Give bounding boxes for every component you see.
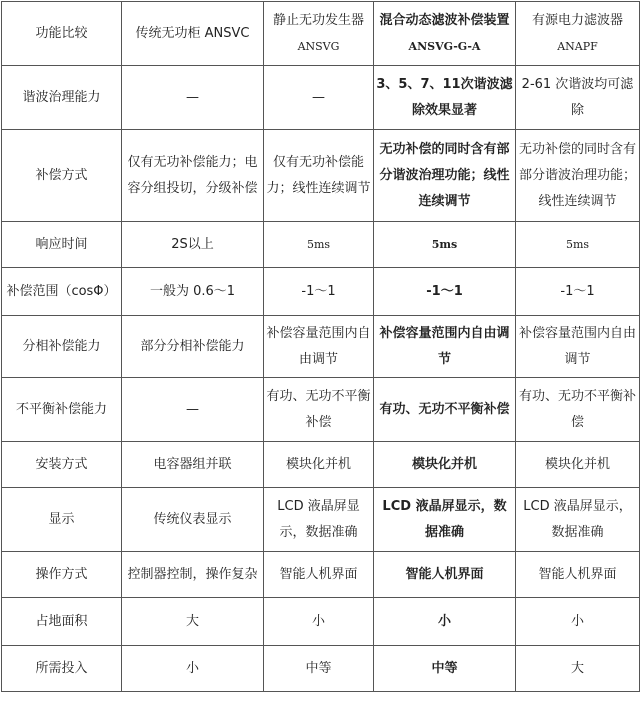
cell-ansvg: 中等 <box>264 646 374 692</box>
cell-ansvc: 电容器组并联 <box>122 442 264 488</box>
cell-ansvg-g-a: 3、5、7、11次谐波滤除效果显著 <box>374 66 516 130</box>
cell-ansvg-g-a: LCD 液晶屏显示，数据准确 <box>374 488 516 552</box>
cell-ansvg: 智能人机界面 <box>264 552 374 598</box>
cell-ansvg: — <box>264 66 374 130</box>
cell-anapf: LCD 液晶屏显示，数据准确 <box>516 488 640 552</box>
cell-ansvg: 有功、无功不平衡补偿 <box>264 378 374 442</box>
header-ansvg-g-a <box>374 2 516 66</box>
cell-ansvc: 一般为 0.6～1 <box>122 268 264 316</box>
cell-ansvg-g-a: -1～1 <box>374 268 516 316</box>
header-ansvg-g-a-model: ANSVG-G-A <box>408 39 481 53</box>
row-label: 谐波治理能力 <box>2 66 122 130</box>
cell-ansvg: LCD 液晶屏显示，数据准确 <box>264 488 374 552</box>
cell-anapf: -1～1 <box>516 268 640 316</box>
cell-ansvc: 2S以上 <box>122 222 264 268</box>
header-anapf <box>516 2 640 66</box>
cell-ansvg-g-a: 小 <box>374 598 516 646</box>
row-label: 补偿方式 <box>2 130 122 222</box>
cell-ansvg-g-a: 有功、无功不平衡补偿 <box>374 378 516 442</box>
cell-anapf: 2-61 次谐波均可滤除 <box>516 66 640 130</box>
header-ansvg-g-a-name: 混合动态滤波补偿装置 <box>379 12 510 28</box>
table-row <box>2 222 640 268</box>
table-row <box>2 646 640 692</box>
table-row <box>2 130 640 222</box>
cell-ansvc: 小 <box>122 646 264 692</box>
row-label: 不平衡补偿能力 <box>2 378 122 442</box>
cell-anapf: 智能人机界面 <box>516 552 640 598</box>
row-label: 所需投入 <box>2 646 122 692</box>
cell-anapf: 5ms <box>516 222 640 268</box>
cell-ansvg: -1～1 <box>264 268 374 316</box>
table-row <box>2 488 640 552</box>
cell-ansvc: 部分分相补偿能力 <box>122 316 264 378</box>
cell-ansvg: 小 <box>264 598 374 646</box>
header-label: 功能比较 <box>2 2 122 66</box>
table-row <box>2 552 640 598</box>
cell-ansvg: 仅有无功补偿能力；线性连续调节 <box>264 130 374 222</box>
cell-ansvc: — <box>122 378 264 442</box>
cell-ansvc: — <box>122 66 264 130</box>
cell-ansvg: 模块化并机 <box>264 442 374 488</box>
table-row <box>2 598 640 646</box>
cell-ansvc: 控制器控制，操作复杂 <box>122 552 264 598</box>
cell-anapf: 大 <box>516 646 640 692</box>
cell-ansvg-g-a: 无功补偿的同时含有部分谐波治理功能；线性连续调节 <box>374 130 516 222</box>
table-row <box>2 378 640 442</box>
row-label: 占地面积 <box>2 598 122 646</box>
cell-ansvc: 仅有无功补偿能力；电容分组投切，分级补偿 <box>122 130 264 222</box>
cell-ansvc: 大 <box>122 598 264 646</box>
cell-ansvg: 5ms <box>264 222 374 268</box>
cell-ansvg-g-a: 模块化并机 <box>374 442 516 488</box>
header-ansvg-model: ANSVG <box>297 39 340 53</box>
cell-ansvg-g-a: 补偿容量范围内自由调节 <box>374 316 516 378</box>
table-row <box>2 316 640 378</box>
table-row <box>2 268 640 316</box>
comparison-table <box>1 1 640 692</box>
table-row <box>2 442 640 488</box>
cell-anapf: 有功、无功不平衡补偿 <box>516 378 640 442</box>
cell-anapf: 模块化并机 <box>516 442 640 488</box>
cell-ansvg-g-a: 智能人机界面 <box>374 552 516 598</box>
row-label: 安装方式 <box>2 442 122 488</box>
cell-anapf: 补偿容量范围内自由调节 <box>516 316 640 378</box>
row-label: 补偿范围（cosΦ） <box>2 268 122 316</box>
row-label: 操作方式 <box>2 552 122 598</box>
table-row <box>2 66 640 130</box>
cell-anapf: 小 <box>516 598 640 646</box>
cell-ansvg: 补偿容量范围内自由调节 <box>264 316 374 378</box>
row-label: 响应时间 <box>2 222 122 268</box>
header-ansvc: 传统无功柜 ANSVC <box>122 2 264 66</box>
row-label: 显示 <box>2 488 122 552</box>
cell-ansvc: 传统仪表显示 <box>122 488 264 552</box>
header-ansvg-name: 静止无功发生器 <box>272 12 364 28</box>
header-ansvg <box>264 2 374 66</box>
cell-anapf: 无功补偿的同时含有部分谐波治理功能；线性连续调节 <box>516 130 640 222</box>
cell-ansvg-g-a: 5ms <box>374 222 516 268</box>
row-label: 分相补偿能力 <box>2 316 122 378</box>
header-anapf-name: 有源电力滤波器 <box>531 12 623 28</box>
cell-ansvg-g-a: 中等 <box>374 646 516 692</box>
table-header-row <box>2 2 640 66</box>
header-anapf-model: ANAPF <box>557 39 598 53</box>
